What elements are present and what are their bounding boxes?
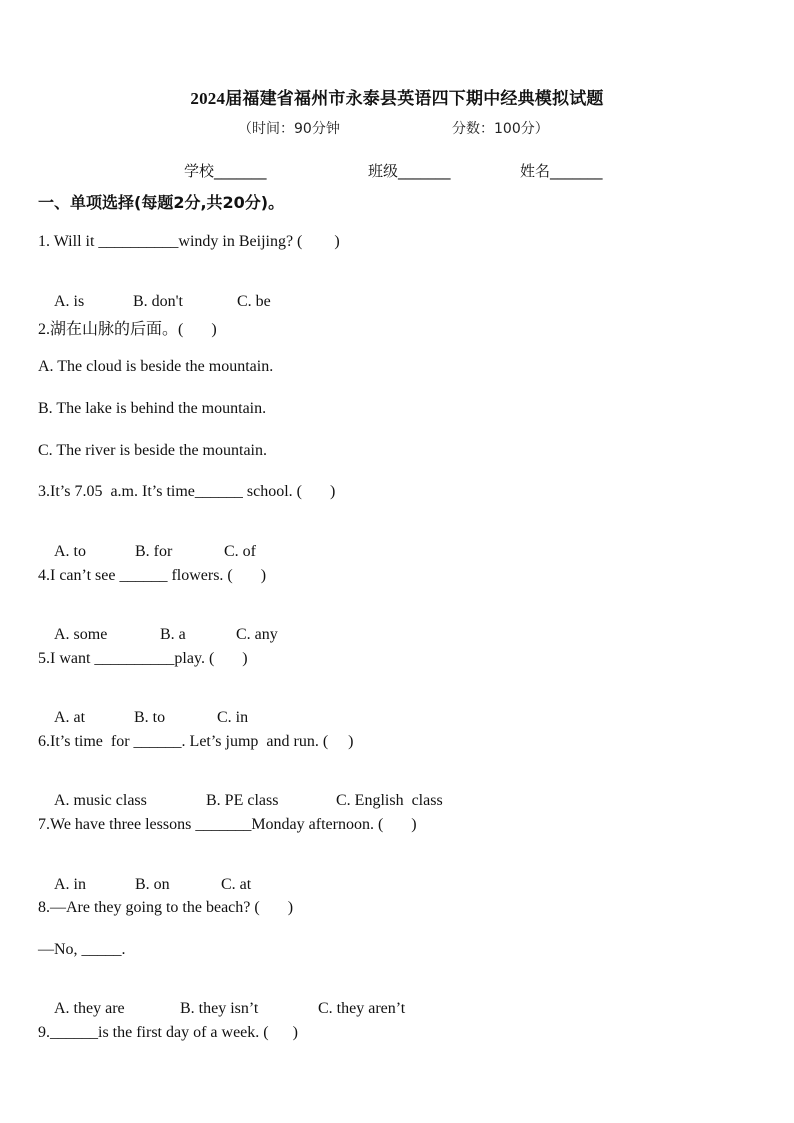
option-c: C. of xyxy=(224,543,256,560)
exam-meta xyxy=(238,118,549,138)
option-b: B. The lake is behind the mountain. xyxy=(38,400,267,417)
option-a: A. they are xyxy=(54,1000,125,1017)
option-a: A. some xyxy=(54,626,108,643)
question-8-reply: —No, _____. xyxy=(38,941,126,958)
option-c: C. in xyxy=(217,709,249,726)
school-field: 学校_______ xyxy=(184,162,267,180)
option-a: A. at xyxy=(54,709,86,726)
option-b: B. on xyxy=(135,876,170,893)
option-b: B. to xyxy=(134,709,166,726)
question-6: 6.It’s time for ______. Let’s jump and run. ( ) xyxy=(38,733,354,750)
option-b: B. don't xyxy=(133,293,183,310)
option-b: B. for xyxy=(135,543,173,560)
option-c: C. be xyxy=(237,293,271,310)
question-2: 2.湖在山脉的后面。( ) xyxy=(38,321,217,338)
exam-score: 分数：100分） xyxy=(452,121,549,137)
question-3: 3.It’s 7.05 a.m. It’s time______ school. ( ) xyxy=(38,483,336,500)
question-4: 4.I can’t see ______ flowers. ( ) xyxy=(38,567,267,584)
exam-title: 2024届福建省福州市永泰县英语四下期中经典模拟试题 xyxy=(190,89,604,108)
option-b: B. they isn’t xyxy=(180,1000,259,1017)
option-c: C. The river is beside the mountain. xyxy=(38,442,267,459)
option-c: C. any xyxy=(236,626,278,643)
question-9: 9.______is the first day of a week. ( ) xyxy=(38,1024,298,1041)
option-b: B. PE class xyxy=(206,792,279,809)
question-1: 1. Will it __________windy in Beijing? ( ) xyxy=(38,233,340,250)
name-field: 姓名_______ xyxy=(520,162,603,180)
option-c: C. English class xyxy=(336,792,443,809)
option-c: C. at xyxy=(221,876,252,893)
option-a: A. in xyxy=(54,876,86,893)
question-5: 5.I want __________play. ( ) xyxy=(38,650,248,667)
option-c: C. they aren’t xyxy=(318,1000,406,1017)
option-b: B. a xyxy=(160,626,186,643)
option-a: A. The cloud is beside the mountain. xyxy=(38,358,274,375)
option-a: A. is xyxy=(54,293,85,310)
section-heading: 一、单项选择(每题2分,共20分)。 xyxy=(38,193,285,212)
option-a: A. music class xyxy=(54,792,147,809)
class-field: 班级_______ xyxy=(368,162,451,180)
option-a: A. to xyxy=(54,543,86,560)
question-7: 7.We have three lessons _______Monday afternoon. ( ) xyxy=(38,816,417,833)
question-8: 8.—Are they going to the beach? ( ) xyxy=(38,899,294,916)
exam-time: （时间：90分钟 xyxy=(238,121,340,137)
